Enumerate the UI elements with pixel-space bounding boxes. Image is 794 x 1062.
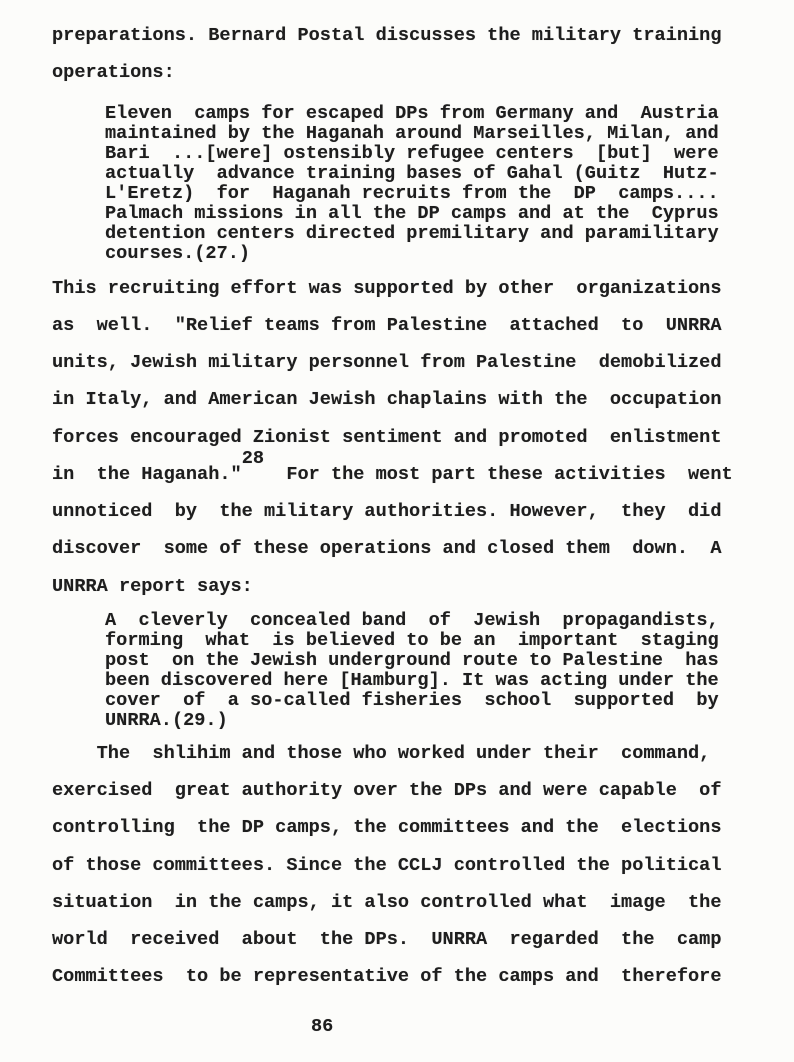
text-line: preparations. Bernard Postal discusses the military training: [52, 25, 722, 46]
text-line: unnoticed by the military authorities. However, they did: [52, 501, 722, 522]
paragraph: [52, 17, 737, 92]
text-line: This recruiting effort was supported by other organizations: [52, 277, 722, 299]
text-line: discover some of these operations and closed them down. A: [52, 538, 722, 560]
text-line: maintained by the Haganah around Marseilles, Milan, and: [105, 122, 719, 144]
text-line: exercised great authority over the DPs and were capable of: [52, 780, 722, 801]
text-line: actually advance training bases of Gahal (Guitz Hutz-: [105, 162, 719, 184]
text-line: Committees to be representative of the camps and therefore: [52, 966, 722, 988]
footnote-reference: 28: [241, 447, 265, 469]
text-line: [52, 447, 737, 493]
text-line: of those committees. Since the CCLJ controlled the political: [52, 854, 722, 876]
paragraph: [52, 270, 737, 605]
text-line: L'Eretz) for Haganah recruits from the DP camps....: [105, 182, 719, 204]
text-line: cover of a so-called fisheries school supported by: [105, 689, 719, 711]
text-line: been discovered here [Hamburg]. It was acting under the: [105, 669, 719, 691]
text-line: detention centers directed premilitary and paramilitary: [105, 222, 719, 244]
text-line: world received about the DPs. UNRRA regarded the camp: [52, 929, 722, 950]
text-line: controlling the DP camps, the committees and the elections: [52, 817, 722, 839]
text-line: courses.(27.): [105, 242, 251, 264]
block-quote: [105, 611, 737, 731]
text-line: UNRRA report says:: [52, 575, 253, 597]
text-line: as well. "Relief teams from Palestine attached to UNRRA: [52, 314, 722, 336]
paragraph: [52, 735, 737, 996]
text-line: Eleven camps for escaped DPs from Germany and Austria: [105, 102, 719, 124]
text-line: forming what is believed to be an important staging: [105, 629, 719, 651]
page-number: 86: [311, 1016, 334, 1037]
text-line: units, Jewish military personnel from Palestine demobilized: [52, 352, 722, 373]
text-line: Palmach missions in all the DP camps and at the Cyprus: [105, 202, 719, 224]
text-line: operations:: [52, 62, 175, 84]
text-segment: For the most part these activities went: [264, 463, 733, 485]
text-line: situation in the camps, it also controlled what image the: [52, 891, 722, 913]
text-segment: in the Haganah.": [52, 463, 242, 485]
text-line: UNRRA.(29.): [105, 709, 228, 731]
text-line: in Italy, and American Jewish chaplains with the occupation: [52, 389, 722, 411]
block-quote: [105, 104, 737, 264]
text-line: The shlihim and those who worked under their command,: [52, 742, 711, 764]
text-line: A cleverly concealed band of Jewish propagandists,: [105, 609, 719, 631]
text-line: Bari ...[were] ostensibly refugee centers [but] were: [105, 142, 719, 164]
text-line: post on the Jewish underground route to Palestine has: [105, 649, 719, 671]
text-line: forces encouraged Zionist sentiment and promoted enlistment: [52, 426, 722, 448]
